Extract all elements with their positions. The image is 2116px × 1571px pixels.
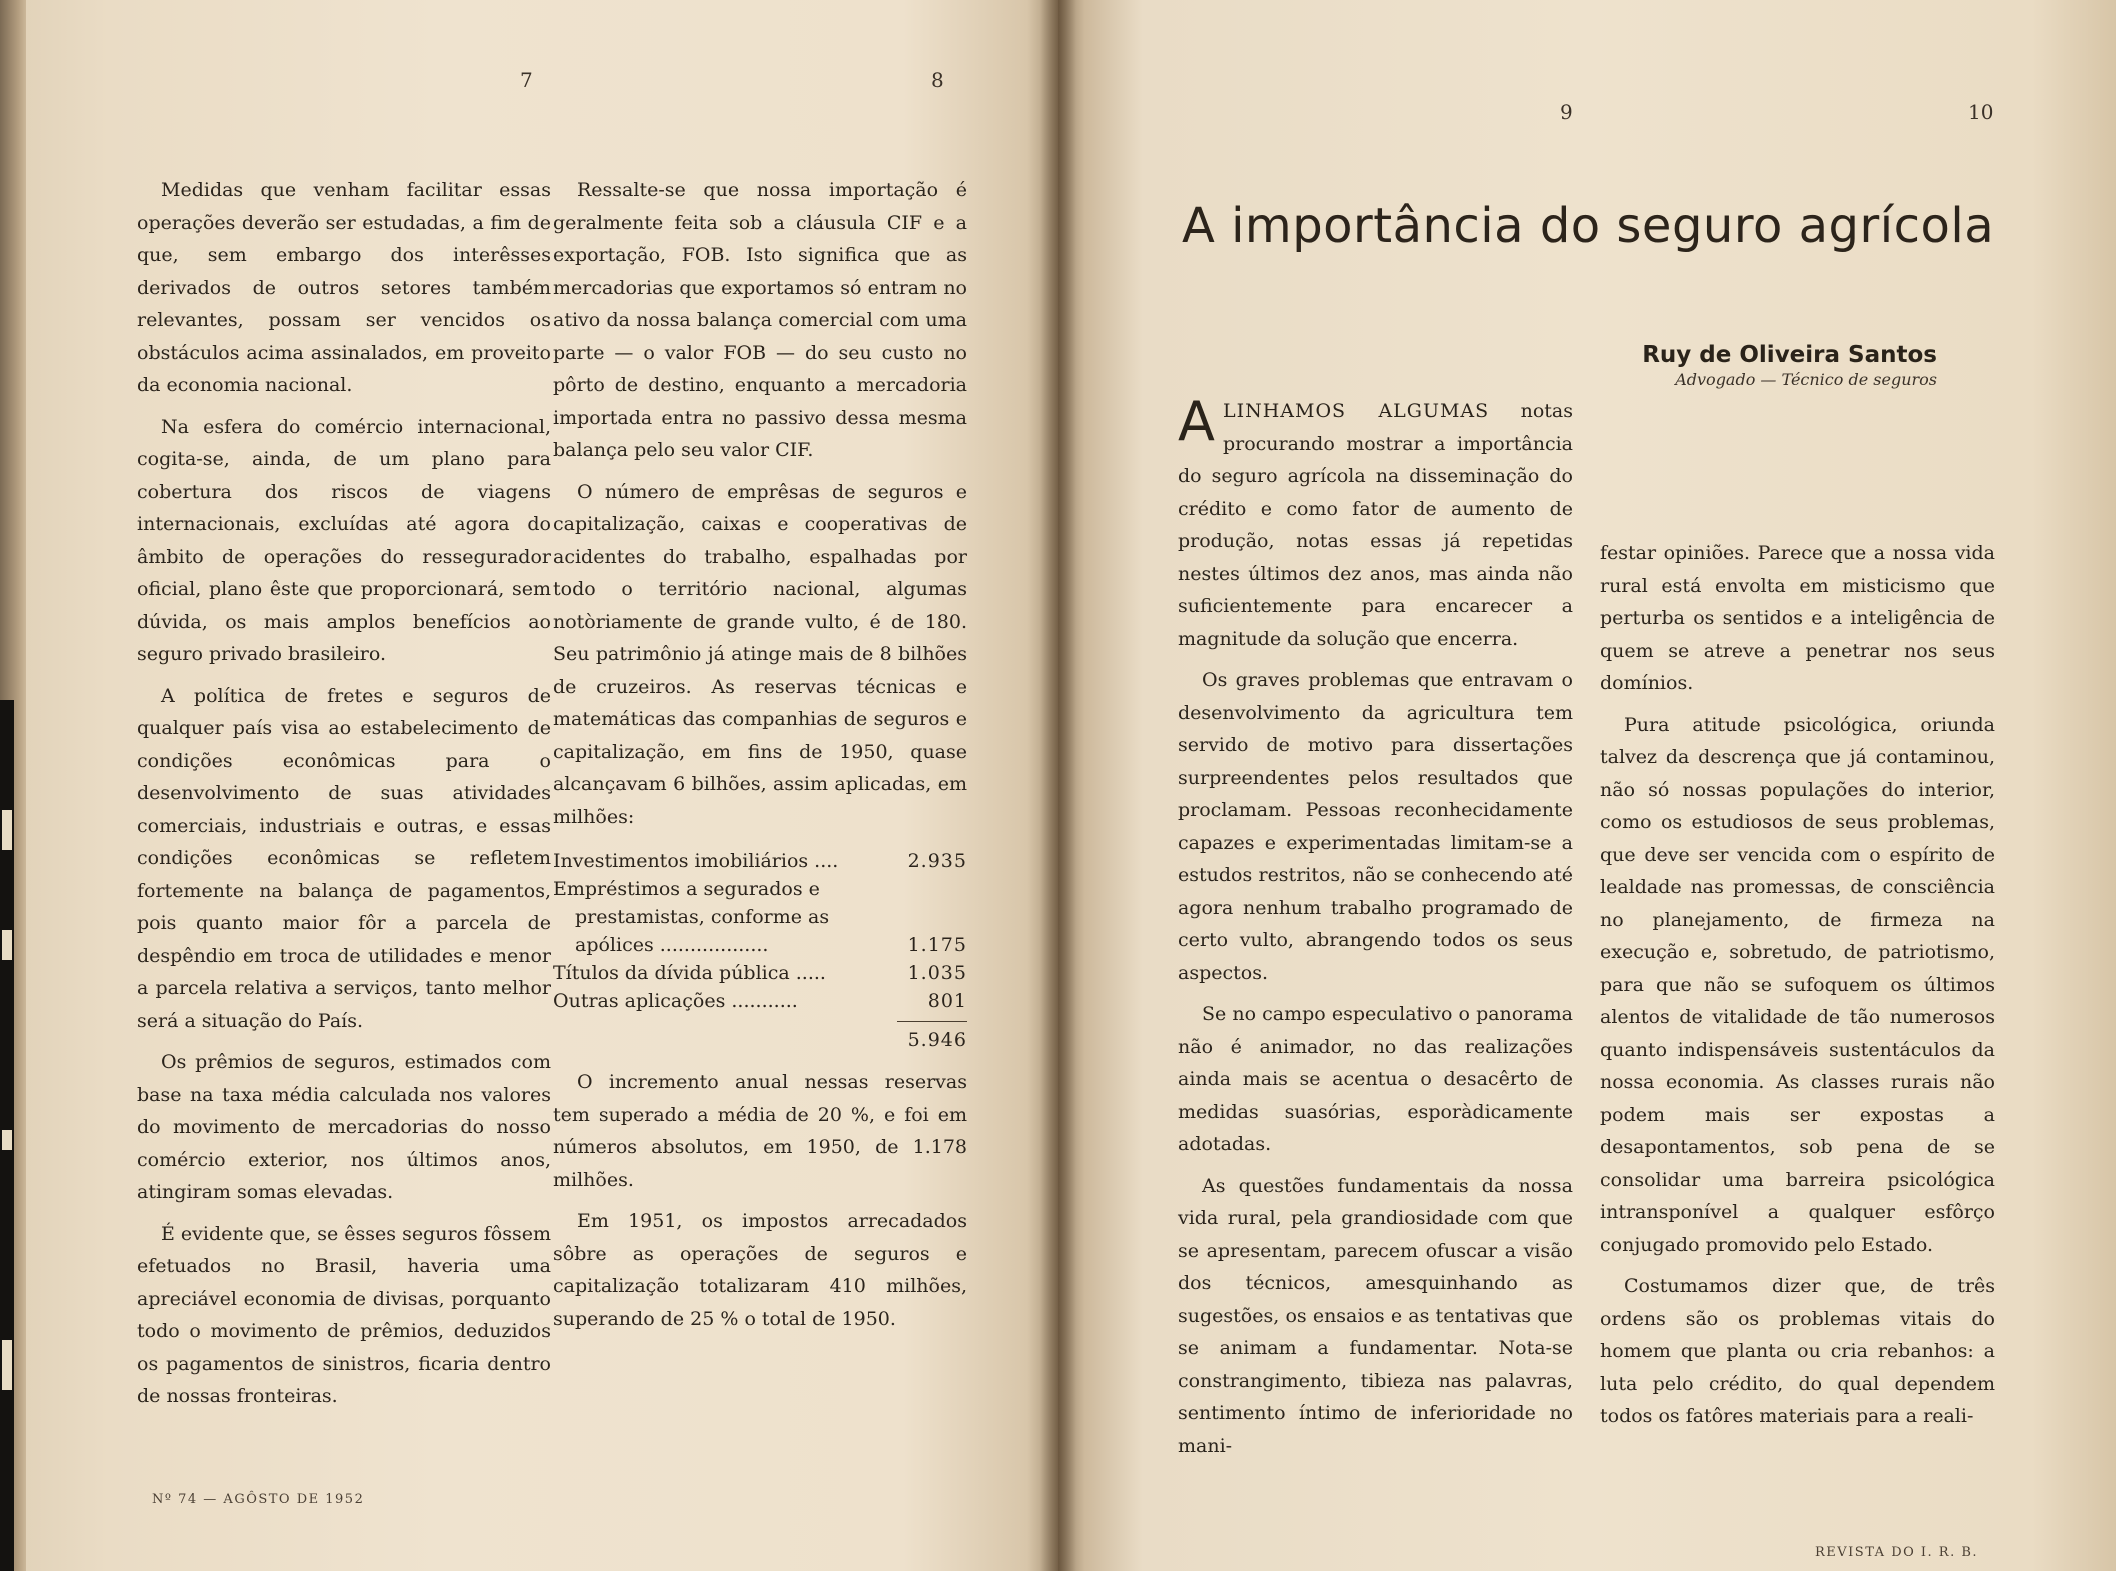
- paragraph: Na esfera do comércio internacional, cogita-se, ainda, de um plano para cobertura dos riscos de viagens internacionais, excluídas até agora do âmbito de operações do ressegurador oficial, plano êste que proporcionará, sem dúvida, os mais amplos benefícios ao seguro privado brasileiro.: [137, 415, 551, 665]
- dark-edge-strip: [0, 700, 14, 1571]
- paragraph: festar opiniões. Parece que a nossa vida rural está envolta em misticismo que perturba os sentidos e a inteligência de quem se atreve a penetrar nos seus domínios.: [1600, 542, 1995, 694]
- right-column-2: [1600, 537, 1995, 1433]
- paragraph: Medidas que venham facilitar essas operações deverão ser estudadas, a fim de que, sem embargo dos interêsses derivados de outros setores também relevantes, possam ser vencidos os obstáculos acima assinalados, em proveito da economia nacional.: [137, 179, 551, 396]
- drop-cap: A: [1178, 390, 1215, 453]
- article-title: A importância do seguro agrícola: [1182, 198, 1995, 254]
- investments-total: 5.946: [897, 1021, 967, 1054]
- author-name: Ruy de Oliveira Santos: [1642, 342, 1937, 368]
- table-row: Outras aplicações ........... 801: [553, 990, 967, 1012]
- paragraph: A política de fretes e seguros de qualquer país visa ao estabelecimento de condições econômicas para o desenvolvimento de suas atividades comerciais, industriais e outras, e essas condições econômicas se refletem fortemente na balança de pagamentos, pois quanto maior fôr a parcela de despêndio em troca de utilidades e menor a parcela relativa a serviços, tanto melhor será a situação do País.: [137, 684, 551, 1032]
- lead-text: notas procurando mostrar a importância do seguro agrícola na disseminação do crédito e como fator de aumento de produção, notas essas já repetidas nestes últimos dez anos, mas ainda não suficientemente para encarecer a magnitude da solução que encerra.: [1178, 400, 1573, 650]
- paragraph: O incremento anual nessas reservas tem superado a média de 20 %, e foi em números absolutos, em 1950, de 1.178 milhões.: [553, 1071, 967, 1191]
- paragraph: Ressalte-se que nossa importação é geralmente feita sob a cláusula CIF e a exportação, FOB. Isto significa que as mercadorias que exportamos só entram no ativo da nossa balança comercial com uma parte — o valor FOB — do seu custo no pôrto de destino, enquanto a mercadoria importada entra no passivo dessa mesma balança pelo seu valor CIF.: [553, 179, 967, 461]
- page-number-7: 7: [520, 68, 533, 92]
- table-row: Investimentos imobiliários .... 2.935: [553, 850, 967, 872]
- journal-footer: REVISTA DO I. R. B.: [1815, 1545, 1979, 1560]
- paragraph: Os prêmios de seguros, estimados com base na taxa média calculada nos valores do movimento de mercadorias do nosso comércio exterior, nos últimos anos, atingiram somas elevadas.: [137, 1051, 551, 1203]
- investments-table: [553, 847, 967, 1054]
- table-row: apólices .................. 1.175: [575, 934, 967, 956]
- page-number-8: 8: [931, 68, 944, 92]
- paragraph: Costumamos dizer que, de três ordens são os problemas vitais do homem que planta ou cria rebanhos: a luta pelo crédito, do qual dependem todos os fatôres materiais para a reali-: [1600, 1275, 1995, 1427]
- right-column-1: [1178, 390, 1573, 1462]
- page-number-9: 9: [1560, 100, 1573, 124]
- table-row: Títulos da dívida pública ..... 1.035: [553, 962, 967, 984]
- left-column-2: [553, 174, 967, 1335]
- paragraph: Se no campo especulativo o panorama não é animador, no das realizações ainda mais se acentua o desacêrto de medidas suasórias, esporàdicamente adotadas.: [1178, 1003, 1573, 1155]
- book-gutter: [1040, 0, 1076, 1571]
- paragraph: Os graves problemas que entravam o desenvolvimento da agricultura tem servido de motivo para dissertações surpreendentes pelos resultados que proclamam. Pessoas reconhecidamente capazes e experimentadas limitam-se a estudos restritos, não se conhecendo até agora nenhum trabalho programado de certo vulto, abrangendo todos os seus aspectos.: [1178, 669, 1573, 984]
- author-block: [1642, 342, 1937, 389]
- table-row: Empréstimos a segurados e: [553, 878, 820, 900]
- paragraph: Em 1951, os impostos arrecadados sôbre as operações de seguros e capitalização totalizaram 410 milhões, superando de 25 % o total de 1950.: [553, 1210, 967, 1330]
- lead-smallcaps: LINHAMOS ALGUMAS: [1222, 400, 1490, 422]
- lead-paragraph: [1178, 390, 1573, 655]
- paragraph: É evidente que, se êsses seguros fôssem efetuados no Brasil, haveria uma apreciável economia de divisas, porquanto todo o movimento de prêmios, deduzidos os pagamentos de sinistros, ficaria dentro de nossas fronteiras.: [137, 1222, 552, 1407]
- left-column-1: [137, 174, 551, 1413]
- paragraph: O número de emprêsas de seguros e capitalização, caixas e cooperativas de acidentes do trabalho, espalhadas por todo o território nacional, algumas notòriamente de grande vulto, é de 180. Seu patrimônio já atinge mais de 8 bilhões de cruzeiros. As reservas técnicas e matemáticas das companhias de seguros e capitalização, em fins de 1950, quase alcançavam 6 bilhões, assim aplicadas, em milhões:: [553, 480, 967, 828]
- issue-footer: Nº 74 — AGÔSTO DE 1952: [152, 1492, 365, 1507]
- left-page: [26, 0, 1058, 1571]
- paragraph: As questões fundamentais da nossa vida rural, pela grandiosidade com que se apresentam, parecem ofuscar a visão dos técnicos, amesquinhando as sugestões, os ensaios e as tentativas que se animam a fundamentar. Nota-se constrangimento, tibieza nas palavras, sentimento íntimo de inferioridade no mani-: [1178, 1174, 1573, 1457]
- table-row: prestamistas, conforme as: [575, 906, 830, 928]
- author-role: Advogado — Técnico de seguros: [1675, 370, 1937, 389]
- paragraph: Pura atitude psicológica, oriunda talvez da descrença que já contaminou, não só nossas populações do interior, como os estudiosos de seus problemas, que deve ser vencida com o espírito de lealdade nas promessas, de consciência no planejamento, de firmeza na execução e, sobretudo, de patriotismo, para que não se sufoquem os últimos alentos de vitalidade de tão numerosos quanto indispensáveis sustentáculos da nossa economia. As classes rurais não podem mais ser expostas a desapontamentos, sob pena de se consolidar uma barreira psicológica intransponível a qualquer esfôrço conjugado promovido pelo Estado.: [1600, 713, 1995, 1256]
- page-number-10: 10: [1968, 100, 1994, 124]
